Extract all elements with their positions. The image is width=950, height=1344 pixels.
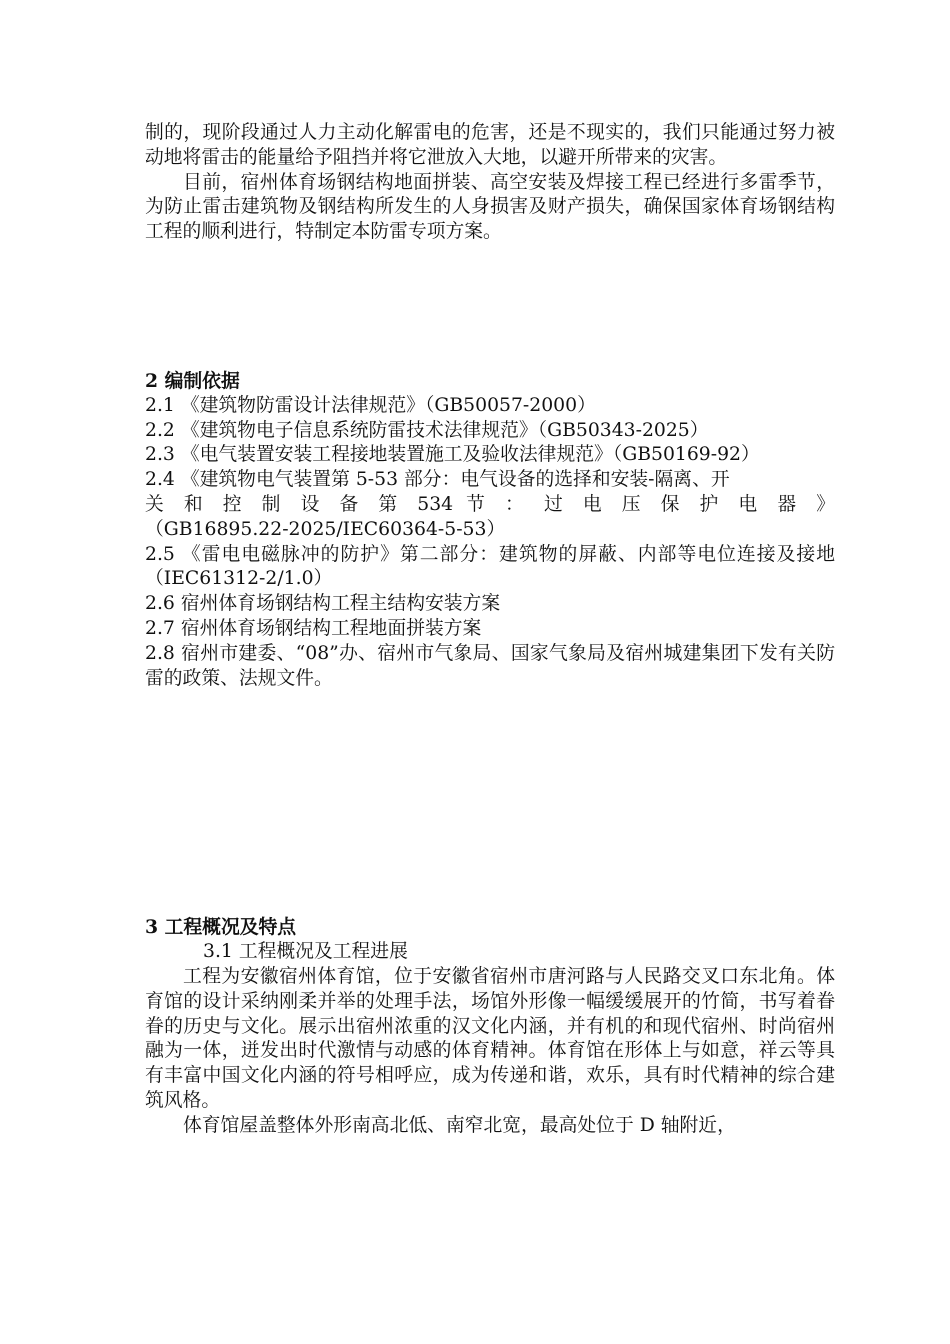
section-3-heading: 3 工程概况及特点 <box>145 916 297 939</box>
reference-item-2-4-line-2: 关 和 控 制 设 备 第 534 节 ： 过 电 压 保 护 电 器 》 <box>145 493 835 515</box>
reference-item-2-7: 2.7 宿州体育场钢结构工程地面拼装方案 <box>145 617 482 639</box>
reference-item-2-5: 2.5 《雷电电磁脉冲的防护》第二部分：建筑物的屏蔽、内部等电位连接及接地（IEC61312-2/1.0） <box>145 543 835 590</box>
reference-item-2-1: 2.1 《建筑物防雷设计法律规范》（GB50057-2000） <box>145 394 596 416</box>
reference-item-2-8: 2.8 宿州市建委、“08”办、宿州市气象局、国家气象局及宿州城建集团下发有关防雷的政策、法规文件。 <box>145 642 835 689</box>
reference-item-2-3: 2.3 《电气装置安装工程接地装置施工及验收法律规范》（GB50169-92） <box>145 444 760 466</box>
section-3-1-heading: 3.1 工程概况及工程进展 <box>203 941 408 963</box>
intro-paragraph-2: 目前，宿州体育场钢结构地面拼装、高空安装及焊接工程已经进行多雷季节，为防止雷击建筑物及钢结构所发生的人身损害及财产损失，确保国家体育场钢结构工程的顺利进行，特制定本防雷专项方案。 <box>145 171 835 243</box>
reference-item-2-4-line-1: 2.4 《建筑物电气装置第 5-53 部分：电气设备的选择和安装-隔离、开 <box>145 469 730 491</box>
project-overview-paragraph: 工程为安徽宿州体育馆，位于安徽省宿州市唐河路与人民路交叉口东北角。体育馆的设计采纳刚柔并举的处理手法，场馆外形像一幅缓缓展开的竹简，书写着眷眷的历史与文化。展示出宿州浓重的汉文化内涵，并有机的和现代宿州、时尚宿州融为一体，迸发出时代激情与动感的体育精神。体育馆在形体上与如意，祥云等具有丰富中国文化内涵的符号相呼应，成为传递和谐，欢乐，具有时代精神的综合建筑风格。 <box>145 965 835 1111</box>
reference-item-2-2: 2.2 《建筑物电子信息系统防雷技术法律规范》（GB50343-2025） <box>145 419 709 441</box>
section-2-heading: 2 编制依据 <box>145 369 240 392</box>
spacer <box>145 691 835 915</box>
reference-item-2-6: 2.6 宿州体育场钢结构工程主结构安装方案 <box>145 593 501 615</box>
document-body <box>145 121 835 1139</box>
roof-description-paragraph: 体育馆屋盖整体外形南高北低、南窄北宽，最高处位于 D 轴附近， <box>183 1114 736 1136</box>
intro-paragraph-1: 制的，现阶段通过人力主动化解雷电的危害，还是不现实的，我们只能通过努力被动地将雷击的能量给予阻挡并将它泄放入大地，以避开所带来的灾害。 <box>145 122 835 168</box>
reference-item-2-4-line-3: （GB16895.22-2025/IEC60364-5-53） <box>145 518 506 540</box>
spacer <box>145 245 835 369</box>
